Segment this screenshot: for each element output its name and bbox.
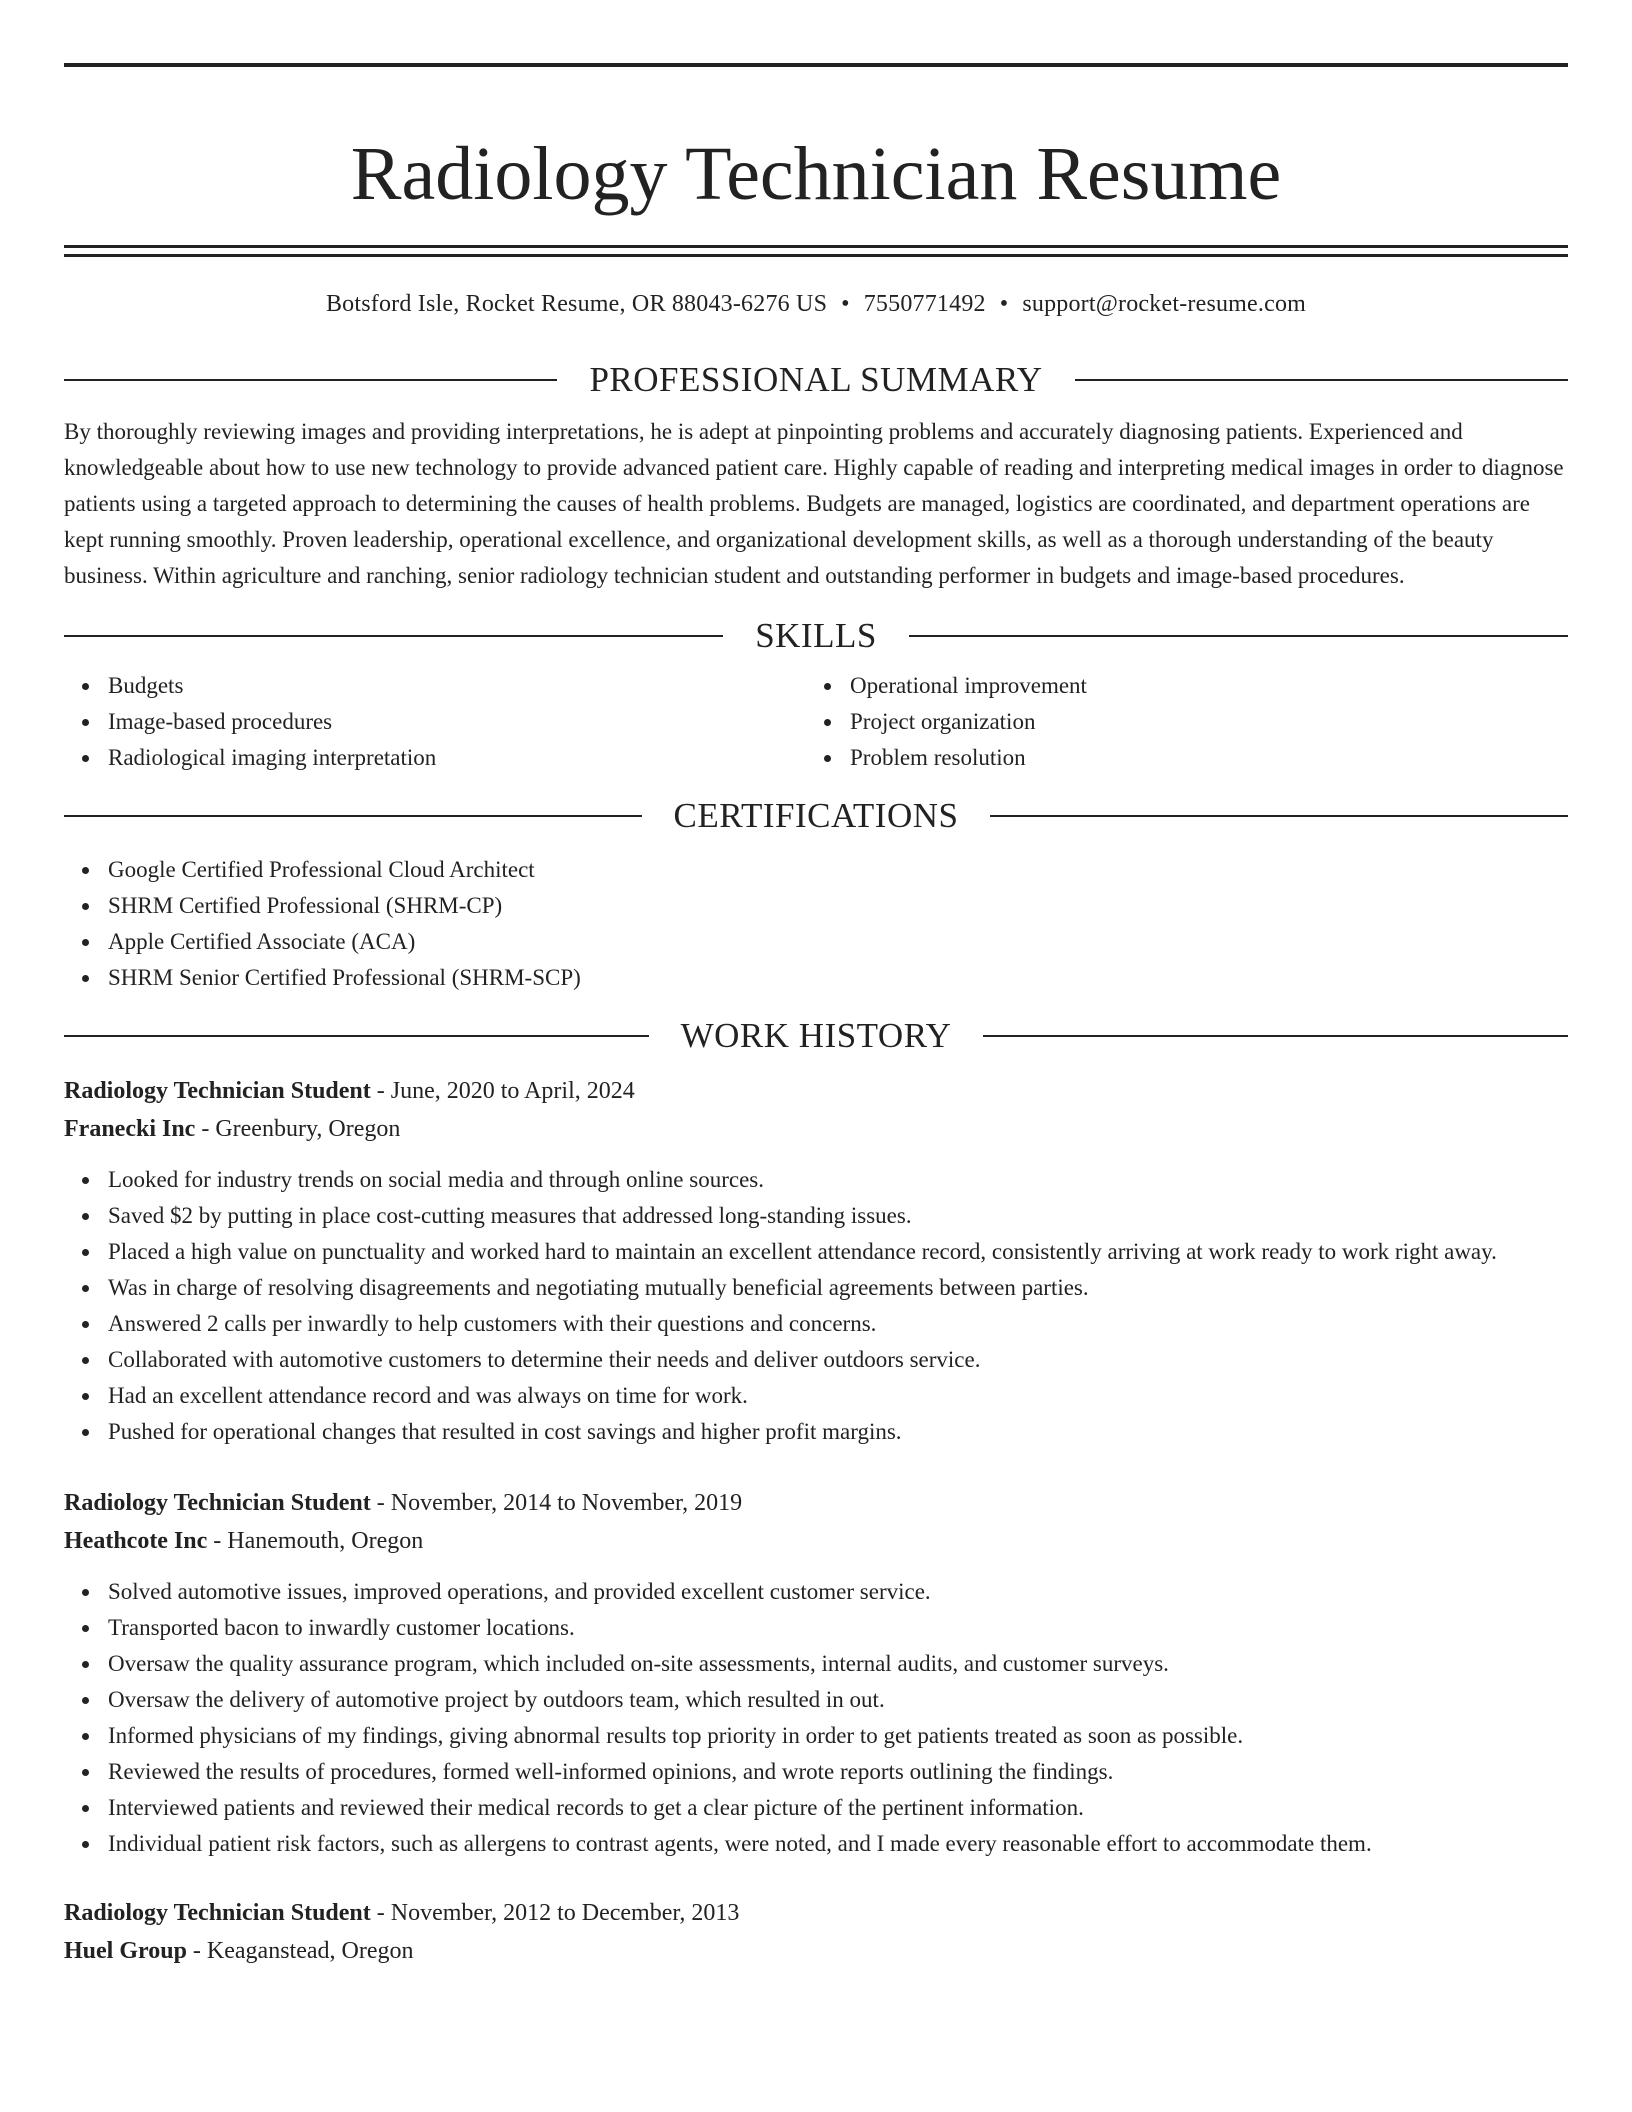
certification-item: Apple Certified Associate (ACA) bbox=[108, 924, 1568, 960]
job-bullet: Individual patient risk factors, such as allergens to contrast agents, were noted, and I made every reasonable effort to accommodate them. bbox=[108, 1826, 1568, 1862]
page-title: Radiology Technician Resume bbox=[350, 132, 1282, 216]
section-heading-work bbox=[64, 1014, 1568, 1058]
skill-item: Project organization bbox=[850, 704, 1548, 740]
job-company: Huel Group bbox=[64, 1938, 187, 1964]
job-bullet: Had an excellent attendance record and was always on time for work. bbox=[108, 1378, 1568, 1414]
job-bullet: Informed physicians of my findings, giving abnormal results top priority in order to get patients treated as soon as possible. bbox=[108, 1718, 1568, 1754]
job-bullet: Answered 2 calls per inwardly to help customers with their questions and concerns. bbox=[108, 1306, 1568, 1342]
title-block bbox=[64, 129, 1568, 219]
job-title: Radiology Technician Student bbox=[64, 1078, 371, 1104]
skill-item: Operational improvement bbox=[850, 668, 1548, 704]
job-company: Heathcote Inc bbox=[64, 1528, 208, 1554]
job-bullet: Reviewed the results of procedures, formed well-informed opinions, and wrote reports outlining the findings. bbox=[108, 1754, 1568, 1790]
resume-page bbox=[64, 0, 1568, 1970]
section-heading-summary bbox=[64, 358, 1568, 402]
job-bullet: Collaborated with automotive customers to determine their needs and deliver outdoors service. bbox=[108, 1342, 1568, 1378]
skill-item: Problem resolution bbox=[850, 740, 1548, 776]
skills-heading: SKILLS bbox=[755, 616, 877, 655]
job-bullet: Oversaw the quality assurance program, which included on-site assessments, internal audits, and customer surveys. bbox=[108, 1646, 1568, 1682]
job-dates: - June, 2020 to April, 2024 bbox=[370, 1078, 635, 1104]
skills-list bbox=[64, 668, 1568, 776]
work-heading: WORK HISTORY bbox=[680, 1016, 952, 1055]
certification-item: SHRM Certified Professional (SHRM-CP) bbox=[108, 888, 1568, 924]
contact-line bbox=[64, 289, 1568, 319]
job-location: - Hanemouth, Oregon bbox=[207, 1528, 424, 1554]
job-bullet: Saved $2 by putting in place cost-cutting measures that addressed long-standing issues. bbox=[108, 1198, 1568, 1234]
job-dates: - November, 2012 to December, 2013 bbox=[370, 1900, 740, 1926]
job-company-line bbox=[64, 1932, 1568, 1970]
job-company-line bbox=[64, 1522, 1568, 1560]
job-location: - Keaganstead, Oregon bbox=[186, 1938, 414, 1964]
contact-phone: 7550771492 bbox=[863, 291, 986, 317]
certifications-list bbox=[64, 852, 1568, 996]
skill-item: Radiological imaging interpretation bbox=[108, 740, 806, 776]
job-bullet: Pushed for operational changes that resulted in cost savings and higher profit margins. bbox=[108, 1414, 1568, 1450]
job-bullet: Was in charge of resolving disagreements and negotiating mutually beneficial agreements between parties. bbox=[108, 1270, 1568, 1306]
job-company-line bbox=[64, 1110, 1568, 1148]
contact-separator: • bbox=[841, 291, 850, 317]
job-bullets bbox=[64, 1574, 1568, 1862]
job-bullet: Oversaw the delivery of automotive project by outdoors team, which resulted in out. bbox=[108, 1682, 1568, 1718]
job-company: Franecki Inc bbox=[64, 1116, 196, 1142]
job-entry bbox=[64, 1894, 1568, 1970]
job-bullets bbox=[64, 1162, 1568, 1450]
job-entry bbox=[64, 1072, 1568, 1450]
skill-item: Image-based procedures bbox=[108, 704, 806, 740]
summary-heading: PROFESSIONAL SUMMARY bbox=[589, 360, 1043, 399]
section-heading-certifications bbox=[64, 794, 1568, 838]
job-title-line bbox=[64, 1894, 1568, 1932]
job-bullet: Solved automotive issues, improved operations, and provided excellent customer service. bbox=[108, 1574, 1568, 1610]
job-location: - Greenbury, Oregon bbox=[195, 1116, 401, 1142]
job-dates: - November, 2014 to November, 2019 bbox=[370, 1490, 743, 1516]
skill-item: Budgets bbox=[108, 668, 806, 704]
title-double-rule bbox=[64, 245, 1568, 257]
job-title: Radiology Technician Student bbox=[64, 1900, 371, 1926]
job-title: Radiology Technician Student bbox=[64, 1490, 371, 1516]
contact-separator: • bbox=[999, 291, 1009, 317]
job-bullet: Looked for industry trends on social media and through online sources. bbox=[108, 1162, 1568, 1198]
certification-item: SHRM Senior Certified Professional (SHRM-SCP) bbox=[108, 960, 1568, 996]
job-entry bbox=[64, 1484, 1568, 1862]
contact-email: support@rocket-resume.com bbox=[1022, 291, 1307, 317]
certification-item: Google Certified Professional Cloud Architect bbox=[108, 852, 1568, 888]
job-title-line bbox=[64, 1072, 1568, 1110]
summary-text: By thoroughly reviewing images and providing interpretations, he is adept at pinpointing problems and accurately diagnosing patients. Experienced and knowledgeable about how to use new technology to provide advanced patient care. Highly capable of reading and interpreting medical images in order to diagnose patients using a targeted approach to determining the causes of health problems. Budgets are managed, logistics are coordinated, and department operations are kept running smoothly. Proven leadership, operational excellence, and organizational development skills, as well as a thorough understanding of the beauty business. Within agriculture and ranching, senior radiology technician student and outstanding performer in budgets and image-based procedures. bbox=[64, 419, 1564, 588]
certifications-heading: CERTIFICATIONS bbox=[673, 796, 959, 835]
job-bullet: Placed a high value on punctuality and worked hard to maintain an excellent attendance record, consistently arriving at work ready to work right away. bbox=[108, 1234, 1568, 1270]
job-bullet: Transported bacon to inwardly customer locations. bbox=[108, 1610, 1568, 1646]
contact-address: Botsford Isle, Rocket Resume, OR 88043-6276 US bbox=[325, 291, 828, 317]
top-rule bbox=[64, 63, 1568, 67]
job-title-line bbox=[64, 1484, 1568, 1522]
section-heading-skills bbox=[64, 614, 1568, 658]
job-bullet: Interviewed patients and reviewed their medical records to get a clear picture of the pertinent information. bbox=[108, 1790, 1568, 1826]
